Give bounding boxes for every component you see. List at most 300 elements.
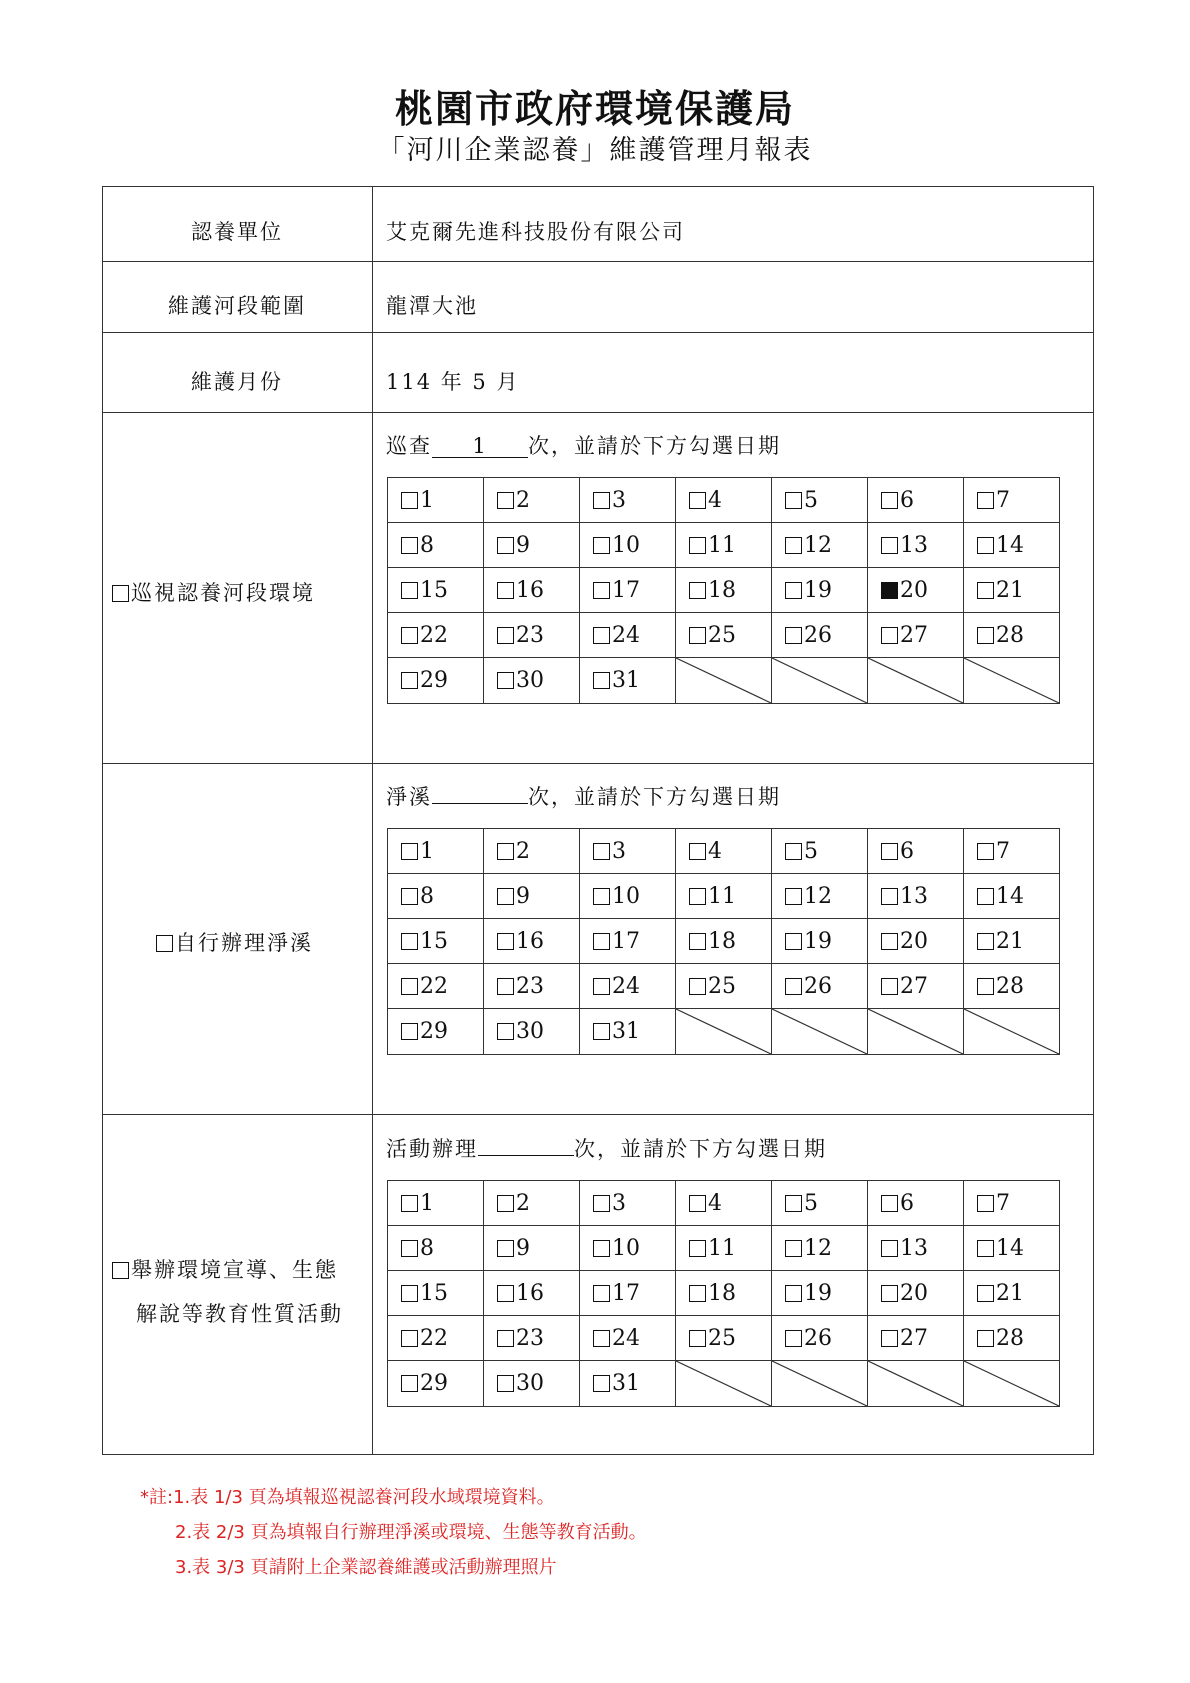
section-activity-label: 舉辦環境宣導、生態 解說等教育性質活動 <box>112 1248 368 1336</box>
day-checkbox[interactable] <box>689 843 706 860</box>
day-cell[interactable] <box>772 523 868 568</box>
day-cell[interactable] <box>580 523 676 568</box>
activity-count-field[interactable] <box>478 1155 574 1156</box>
day-cell[interactable] <box>580 613 676 658</box>
day-label: 30 <box>516 668 544 693</box>
day-checkbox[interactable] <box>689 1330 706 1347</box>
day-cell[interactable] <box>676 1181 772 1226</box>
day-checkbox[interactable] <box>497 1195 514 1212</box>
day-checkbox[interactable] <box>881 978 898 995</box>
day-checkbox[interactable] <box>593 888 610 905</box>
date-row <box>388 478 1060 523</box>
day-cell[interactable] <box>580 1226 676 1271</box>
day-cell[interactable] <box>772 1316 868 1361</box>
day-label: 23 <box>516 1325 544 1351</box>
date-row <box>388 1226 1060 1271</box>
day-label: 4 <box>708 838 722 864</box>
day-checkbox[interactable] <box>977 843 994 860</box>
day-cell[interactable] <box>580 478 676 523</box>
empty-day-cell <box>868 1361 964 1407</box>
day-cell[interactable] <box>772 1226 868 1271</box>
day-cell[interactable] <box>676 1226 772 1271</box>
date-row <box>388 964 1060 1009</box>
checkbox-icon[interactable] <box>112 1262 129 1279</box>
day-checkbox[interactable] <box>977 627 994 644</box>
day-cell[interactable] <box>964 523 1060 568</box>
day-checkbox[interactable] <box>593 1240 610 1257</box>
day-checkbox[interactable] <box>401 888 418 905</box>
day-checkbox[interactable] <box>689 1285 706 1302</box>
diagonal-slash <box>868 1009 963 1054</box>
day-label: 10 <box>612 1235 640 1261</box>
day-cell[interactable] <box>868 613 964 658</box>
date-row <box>388 658 1060 704</box>
day-checkbox[interactable] <box>977 978 994 995</box>
day-checkbox[interactable] <box>977 1330 994 1347</box>
day-checkbox[interactable] <box>881 627 898 644</box>
day-cell[interactable] <box>484 613 580 658</box>
day-label: 14 <box>996 532 1024 558</box>
day-checkbox[interactable] <box>977 888 994 905</box>
day-checkbox[interactable] <box>401 672 418 689</box>
day-checkbox[interactable] <box>689 582 706 599</box>
day-checkbox[interactable] <box>785 888 802 905</box>
day-cell[interactable] <box>868 964 964 1009</box>
unit-value[interactable]: 艾克爾先進科技股份有限公司 <box>386 220 685 244</box>
day-checkbox[interactable] <box>497 1023 514 1040</box>
day-label: 1 <box>420 487 434 513</box>
day-cell[interactable] <box>388 613 484 658</box>
day-checkbox[interactable] <box>593 492 610 509</box>
day-checkbox[interactable] <box>785 843 802 860</box>
day-label: 12 <box>804 1235 832 1261</box>
column-divider <box>372 186 373 1455</box>
diagonal-slash <box>772 1361 867 1406</box>
day-label: 5 <box>804 487 818 513</box>
day-cell[interactable] <box>772 829 868 874</box>
day-cell[interactable] <box>676 613 772 658</box>
day-cell[interactable] <box>676 568 772 613</box>
day-label: 1 <box>420 1190 434 1216</box>
day-cell[interactable] <box>868 919 964 964</box>
day-checkbox[interactable] <box>881 933 898 950</box>
day-cell[interactable] <box>580 658 676 704</box>
day-checkbox[interactable] <box>785 627 802 644</box>
diagonal-slash <box>772 658 867 703</box>
day-label: 17 <box>612 928 640 954</box>
day-checkbox[interactable] <box>401 1375 418 1392</box>
day-cell[interactable] <box>388 568 484 613</box>
day-checkbox[interactable] <box>593 627 610 644</box>
empty-day-cell <box>676 1361 772 1407</box>
day-checkbox[interactable] <box>785 1195 802 1212</box>
day-checkbox[interactable] <box>401 1285 418 1302</box>
day-checkbox[interactable] <box>881 888 898 905</box>
diagonal-slash <box>964 1361 1059 1406</box>
day-cell[interactable] <box>580 874 676 919</box>
day-cell[interactable] <box>772 874 868 919</box>
day-checkbox[interactable] <box>497 1375 514 1392</box>
day-cell[interactable] <box>964 829 1060 874</box>
month-value[interactable]: 114 年 5 月 <box>386 370 520 394</box>
day-cell[interactable] <box>772 478 868 523</box>
patrol-count-field[interactable]: 1 <box>432 435 528 458</box>
date-row <box>388 1009 1060 1055</box>
day-cell[interactable] <box>772 613 868 658</box>
day-cell[interactable] <box>484 658 580 704</box>
day-checkbox[interactable] <box>401 1195 418 1212</box>
day-cell[interactable] <box>676 1271 772 1316</box>
day-checkbox[interactable] <box>977 933 994 950</box>
day-checkbox[interactable] <box>689 537 706 554</box>
day-label: 1 <box>420 838 434 864</box>
row-divider <box>102 1114 1094 1115</box>
day-checkbox[interactable] <box>689 492 706 509</box>
day-checkbox[interactable] <box>593 1375 610 1392</box>
day-cell[interactable] <box>484 1009 580 1055</box>
day-cell[interactable] <box>772 919 868 964</box>
day-checkbox[interactable] <box>497 1285 514 1302</box>
day-checkbox[interactable] <box>785 537 802 554</box>
date-row <box>388 1361 1060 1407</box>
day-cell[interactable] <box>868 1271 964 1316</box>
day-cell[interactable] <box>868 829 964 874</box>
day-checkbox[interactable] <box>689 888 706 905</box>
day-cell[interactable] <box>964 613 1060 658</box>
checkbox-icon[interactable] <box>112 585 129 602</box>
day-checkbox[interactable] <box>881 843 898 860</box>
day-label: 27 <box>900 1325 928 1351</box>
day-checkbox[interactable] <box>881 1195 898 1212</box>
day-cell[interactable] <box>868 568 964 613</box>
day-cell[interactable] <box>580 1009 676 1055</box>
day-checkbox[interactable] <box>497 537 514 554</box>
empty-day-cell <box>868 658 964 704</box>
day-label: 9 <box>516 883 530 909</box>
diagonal-slash <box>772 1009 867 1054</box>
day-label: 20 <box>900 928 928 954</box>
day-checkbox[interactable] <box>977 1285 994 1302</box>
day-label: 19 <box>804 928 832 954</box>
empty-day-cell <box>772 658 868 704</box>
note-line: *註:1.表 1/3 頁為填報巡視認養河段水域環境資料。 <box>140 1487 555 1508</box>
day-checkbox[interactable] <box>401 1023 418 1040</box>
day-cell[interactable] <box>484 829 580 874</box>
day-checkbox[interactable] <box>401 933 418 950</box>
range-label: 維護河段範圍 <box>168 294 306 318</box>
day-checkbox[interactable] <box>593 843 610 860</box>
day-checkbox[interactable] <box>689 978 706 995</box>
day-checkbox[interactable] <box>593 1023 610 1040</box>
day-label: 20 <box>900 1280 928 1306</box>
day-cell[interactable] <box>580 829 676 874</box>
day-cell[interactable] <box>580 1316 676 1361</box>
day-cell[interactable] <box>772 568 868 613</box>
day-label: 7 <box>996 487 1010 513</box>
date-row <box>388 874 1060 919</box>
day-checkbox[interactable] <box>401 582 418 599</box>
day-checkbox[interactable] <box>497 627 514 644</box>
day-checkbox[interactable] <box>977 492 994 509</box>
patrol-date-grid <box>387 477 1060 704</box>
day-label: 25 <box>708 622 736 648</box>
day-cell[interactable] <box>964 568 1060 613</box>
day-checkbox[interactable] <box>689 627 706 644</box>
day-label: 29 <box>420 668 448 693</box>
unit-label: 認養單位 <box>191 220 283 244</box>
empty-day-cell <box>964 658 1060 704</box>
day-label: 7 <box>996 838 1010 864</box>
date-row <box>388 568 1060 613</box>
day-checkbox[interactable] <box>785 933 802 950</box>
day-cell[interactable] <box>964 919 1060 964</box>
day-label: 8 <box>420 1235 434 1261</box>
day-label: 31 <box>612 1371 640 1396</box>
day-cell[interactable] <box>388 1316 484 1361</box>
diagonal-slash <box>676 1361 771 1406</box>
day-label: 10 <box>612 532 640 558</box>
day-label: 25 <box>708 1325 736 1351</box>
day-label: 11 <box>708 883 736 909</box>
activity-instruction: 活動辦理 次，並請於下方勾選日期 <box>386 1137 827 1161</box>
date-row <box>388 1271 1060 1316</box>
day-cell[interactable] <box>388 874 484 919</box>
day-checkbox[interactable] <box>497 843 514 860</box>
day-label: 13 <box>900 883 928 909</box>
day-checkbox[interactable] <box>497 582 514 599</box>
date-row <box>388 1316 1060 1361</box>
day-checkbox[interactable] <box>881 537 898 554</box>
day-checkbox[interactable] <box>977 1240 994 1257</box>
day-checkbox[interactable] <box>977 1195 994 1212</box>
note-line: 2.表 2/3 頁為填報自行辦理淨溪或環境、生態等教育活動。 <box>175 1522 647 1543</box>
day-checkbox[interactable] <box>593 1195 610 1212</box>
day-label: 21 <box>996 1280 1024 1306</box>
day-cell[interactable] <box>580 919 676 964</box>
day-label: 28 <box>996 622 1024 648</box>
day-checkbox[interactable] <box>497 672 514 689</box>
date-row <box>388 829 1060 874</box>
day-cell[interactable] <box>964 1181 1060 1226</box>
day-checkbox[interactable] <box>785 1285 802 1302</box>
day-label: 3 <box>612 487 626 513</box>
day-cell[interactable] <box>676 478 772 523</box>
day-cell[interactable] <box>580 1181 676 1226</box>
day-label: 23 <box>516 622 544 648</box>
day-label: 21 <box>996 928 1024 954</box>
day-label: 19 <box>804 577 832 603</box>
row-divider <box>102 261 1094 262</box>
day-cell[interactable] <box>484 1361 580 1407</box>
day-label: 18 <box>708 928 736 954</box>
day-cell[interactable] <box>964 1226 1060 1271</box>
day-cell[interactable] <box>580 568 676 613</box>
day-cell[interactable] <box>484 1271 580 1316</box>
day-cell[interactable] <box>388 829 484 874</box>
day-checkbox[interactable] <box>593 1330 610 1347</box>
day-label: 6 <box>900 487 914 513</box>
section-cleanup-label: 自行辦理淨溪 <box>112 921 368 965</box>
day-cell[interactable] <box>580 964 676 1009</box>
day-checkbox[interactable] <box>785 1240 802 1257</box>
day-cell[interactable] <box>388 919 484 964</box>
day-cell[interactable] <box>676 919 772 964</box>
day-label: 30 <box>516 1019 544 1044</box>
day-checkbox[interactable] <box>401 978 418 995</box>
day-cell[interactable] <box>964 1271 1060 1316</box>
day-cell[interactable] <box>868 1226 964 1271</box>
day-checkbox[interactable] <box>401 492 418 509</box>
day-cell[interactable] <box>676 874 772 919</box>
day-cell[interactable] <box>484 919 580 964</box>
day-checkbox[interactable] <box>497 933 514 950</box>
page-title: 桃園市政府環境保護局 <box>394 86 795 131</box>
diagonal-slash <box>964 1009 1059 1054</box>
day-cell[interactable] <box>484 1316 580 1361</box>
day-label: 5 <box>804 1190 818 1216</box>
day-checkbox[interactable] <box>401 843 418 860</box>
day-label: 14 <box>996 1235 1024 1261</box>
day-checkbox[interactable] <box>593 1285 610 1302</box>
day-checkbox[interactable] <box>881 492 898 509</box>
day-checkbox[interactable] <box>593 672 610 689</box>
day-label: 12 <box>804 532 832 558</box>
section-patrol-label: 巡視認養河段環境 <box>112 571 368 615</box>
day-cell[interactable] <box>484 568 580 613</box>
day-checkbox[interactable] <box>401 1330 418 1347</box>
day-label: 4 <box>708 487 722 513</box>
day-cell[interactable] <box>868 478 964 523</box>
day-cell[interactable] <box>484 523 580 568</box>
day-cell[interactable] <box>964 874 1060 919</box>
day-cell[interactable] <box>388 1181 484 1226</box>
day-label: 26 <box>804 973 832 999</box>
day-checkbox[interactable] <box>401 627 418 644</box>
day-label: 3 <box>612 838 626 864</box>
day-checkbox[interactable] <box>593 537 610 554</box>
day-cell[interactable] <box>772 1271 868 1316</box>
day-cell[interactable] <box>868 874 964 919</box>
day-checkbox[interactable] <box>689 1240 706 1257</box>
day-checkbox[interactable] <box>497 1240 514 1257</box>
day-checkbox[interactable] <box>689 933 706 950</box>
day-label: 31 <box>612 1019 640 1044</box>
day-checkbox[interactable] <box>977 537 994 554</box>
diagonal-slash <box>676 1009 771 1054</box>
diagonal-slash <box>676 658 771 703</box>
day-label: 18 <box>708 1280 736 1306</box>
day-cell[interactable] <box>484 478 580 523</box>
day-cell[interactable] <box>388 1226 484 1271</box>
day-checkbox[interactable] <box>881 1240 898 1257</box>
day-cell[interactable] <box>388 478 484 523</box>
day-cell[interactable] <box>580 1271 676 1316</box>
day-label: 2 <box>516 1190 530 1216</box>
day-checkbox[interactable] <box>497 888 514 905</box>
day-checkbox[interactable] <box>977 582 994 599</box>
day-checkbox[interactable] <box>881 1285 898 1302</box>
day-checkbox[interactable] <box>785 1330 802 1347</box>
date-row <box>388 523 1060 568</box>
day-label: 23 <box>516 973 544 999</box>
day-label: 15 <box>420 928 448 954</box>
day-cell[interactable] <box>676 523 772 568</box>
day-label: 27 <box>900 973 928 999</box>
range-value[interactable]: 龍潭大池 <box>386 294 478 318</box>
day-label: 14 <box>996 883 1024 909</box>
cleanup-date-grid <box>387 828 1060 1055</box>
day-label: 7 <box>996 1190 1010 1216</box>
day-label: 6 <box>900 838 914 864</box>
day-label: 26 <box>804 622 832 648</box>
form-subtitle: 「河川企業認養」維護管理月報表 <box>377 135 813 166</box>
day-label: 6 <box>900 1190 914 1216</box>
day-label: 24 <box>612 973 640 999</box>
day-cell[interactable] <box>388 964 484 1009</box>
day-cell[interactable] <box>676 964 772 1009</box>
day-cell[interactable] <box>484 1226 580 1271</box>
day-checkbox[interactable] <box>497 1330 514 1347</box>
day-label: 17 <box>612 1280 640 1306</box>
day-cell[interactable] <box>388 1361 484 1407</box>
cleanup-count-field[interactable] <box>432 803 528 804</box>
day-checkbox[interactable] <box>593 933 610 950</box>
day-checkbox[interactable] <box>401 1240 418 1257</box>
day-cell[interactable] <box>388 523 484 568</box>
day-checkbox[interactable] <box>497 492 514 509</box>
day-cell[interactable] <box>964 1316 1060 1361</box>
day-cell[interactable] <box>484 1181 580 1226</box>
checkbox-icon[interactable] <box>156 935 173 952</box>
day-cell[interactable] <box>676 829 772 874</box>
day-cell[interactable] <box>388 1271 484 1316</box>
day-checkbox[interactable] <box>785 492 802 509</box>
day-cell[interactable] <box>580 1361 676 1407</box>
day-cell[interactable] <box>964 964 1060 1009</box>
day-label: 10 <box>612 883 640 909</box>
day-checkbox[interactable] <box>497 978 514 995</box>
day-cell[interactable] <box>868 1316 964 1361</box>
day-label: 8 <box>420 883 434 909</box>
day-label: 15 <box>420 577 448 603</box>
day-cell[interactable] <box>388 658 484 704</box>
day-cell[interactable] <box>964 478 1060 523</box>
day-checkbox[interactable] <box>881 582 898 599</box>
day-cell[interactable] <box>772 964 868 1009</box>
day-cell[interactable] <box>484 874 580 919</box>
day-checkbox[interactable] <box>401 537 418 554</box>
day-checkbox[interactable] <box>785 582 802 599</box>
day-cell[interactable] <box>868 523 964 568</box>
day-label: 26 <box>804 1325 832 1351</box>
day-label: 15 <box>420 1280 448 1306</box>
day-checkbox[interactable] <box>593 978 610 995</box>
day-checkbox[interactable] <box>593 582 610 599</box>
day-checkbox[interactable] <box>785 978 802 995</box>
day-cell[interactable] <box>772 1181 868 1226</box>
row-divider <box>102 412 1094 413</box>
diagonal-slash <box>868 658 963 703</box>
day-cell[interactable] <box>676 1316 772 1361</box>
day-cell[interactable] <box>484 964 580 1009</box>
day-label: 22 <box>420 622 448 648</box>
day-cell[interactable] <box>868 1181 964 1226</box>
activity-date-grid <box>387 1180 1060 1407</box>
day-checkbox[interactable] <box>689 1195 706 1212</box>
day-checkbox[interactable] <box>881 1330 898 1347</box>
cleanup-instruction: 淨溪 次，並請於下方勾選日期 <box>386 785 781 809</box>
day-cell[interactable] <box>388 1009 484 1055</box>
